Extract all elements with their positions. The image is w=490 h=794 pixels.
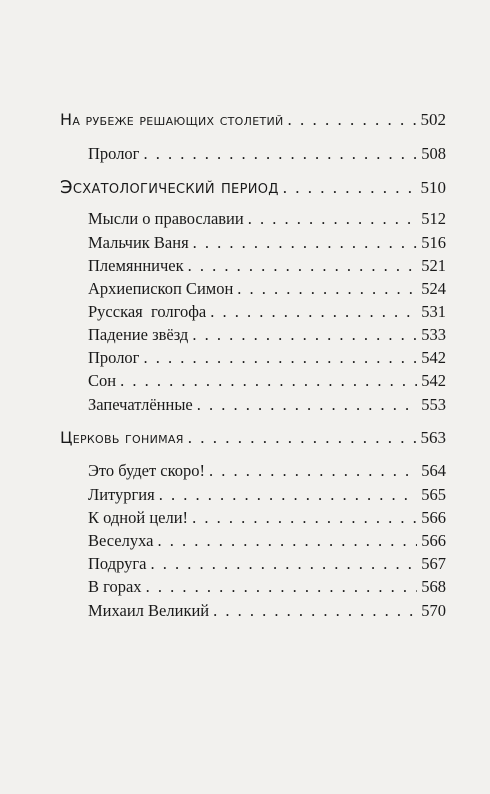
leader-dots xyxy=(143,348,417,368)
toc-entry-title: Литургия xyxy=(88,485,155,504)
leader-dots xyxy=(197,395,418,415)
toc-entry-title: Это будет скоро! xyxy=(88,461,206,480)
toc-entry[interactable] xyxy=(88,531,446,551)
toc-entry-page: 563 xyxy=(420,428,446,447)
toc-entry-title: Мальчик Ваня xyxy=(88,233,189,252)
toc-entry[interactable] xyxy=(88,577,446,597)
leader-dots xyxy=(188,256,418,276)
leader-dots xyxy=(143,144,417,164)
toc-entry[interactable] xyxy=(88,209,446,229)
toc-entry-title: Церковь гонимая xyxy=(60,428,184,447)
toc-entry[interactable] xyxy=(88,144,446,164)
toc-entry-page: 565 xyxy=(421,485,446,504)
toc-entry-page: 567 xyxy=(421,554,446,573)
toc-entry-page: 502 xyxy=(420,110,446,129)
toc-entry[interactable] xyxy=(88,233,446,253)
leader-dots xyxy=(248,209,418,229)
leader-dots xyxy=(288,110,417,130)
toc-entry-title: Подруга xyxy=(88,554,147,573)
toc-entry-page: 542 xyxy=(421,371,446,390)
toc-entry-title: Мысли о православии xyxy=(88,209,244,228)
toc-entry-title: В горах xyxy=(88,577,142,596)
toc-entry[interactable] xyxy=(88,461,446,481)
toc-entry[interactable] xyxy=(88,371,446,391)
toc-entry-title: Эсхатологический период xyxy=(60,177,279,198)
toc-entry[interactable] xyxy=(88,485,446,505)
leader-dots xyxy=(237,279,417,299)
leader-dots xyxy=(159,485,418,505)
toc-entry-page: 568 xyxy=(421,577,446,596)
toc-entry-title: Веселуха xyxy=(88,531,154,550)
leader-dots xyxy=(192,508,417,528)
toc-entry-title: Пролог xyxy=(88,348,140,367)
toc-entry-title: Падение звёзд xyxy=(88,325,189,344)
leader-dots xyxy=(150,554,417,574)
leader-dots xyxy=(283,178,417,198)
toc-entry-title: Пролог xyxy=(88,144,140,163)
toc-entry-title: Племянничек xyxy=(88,256,184,275)
toc-entry-title: К одной цели! xyxy=(88,508,189,527)
leader-dots xyxy=(188,428,417,448)
toc-section-entry[interactable] xyxy=(60,110,446,130)
toc-entry-title: Запечатлённые xyxy=(88,395,193,414)
toc-entry-title: Архиепископ Симон xyxy=(88,279,234,298)
toc-entry[interactable] xyxy=(88,302,446,322)
toc-entry-page: 566 xyxy=(421,508,446,527)
toc-entry-page: 521 xyxy=(421,256,446,275)
leader-dots xyxy=(210,302,417,322)
toc-entry-page: 564 xyxy=(421,461,446,480)
toc-entry[interactable] xyxy=(88,601,446,621)
toc-entry-title: Сон xyxy=(88,371,117,390)
leader-dots xyxy=(213,601,417,621)
toc-entry-page: 508 xyxy=(421,144,446,163)
leader-dots xyxy=(146,577,418,597)
leader-dots xyxy=(209,461,417,481)
toc-entry-page: 570 xyxy=(421,601,446,620)
toc-entry-title: Русская голгофа xyxy=(88,302,207,321)
toc-entry-page: 566 xyxy=(421,531,446,550)
toc-entry[interactable] xyxy=(88,554,446,574)
toc-entry[interactable] xyxy=(88,279,446,299)
toc-entry-title: На рубеже решающих столетий xyxy=(60,110,284,129)
toc-entry-page: 542 xyxy=(421,348,446,367)
toc-entry-page: 516 xyxy=(421,233,446,252)
toc-entry-page: 531 xyxy=(421,302,446,321)
toc-section-entry[interactable] xyxy=(60,428,446,448)
toc-entry-title: Михаил Великий xyxy=(88,601,210,620)
toc-entry[interactable] xyxy=(88,325,446,345)
toc-entry[interactable] xyxy=(88,395,446,415)
toc-entry-page: 524 xyxy=(421,279,446,298)
toc-entry-page: 510 xyxy=(420,178,446,197)
toc-section-entry[interactable] xyxy=(60,177,446,198)
leader-dots xyxy=(157,531,417,551)
toc-entry-page: 533 xyxy=(421,325,446,344)
toc-entry[interactable] xyxy=(88,256,446,276)
toc-entry-page: 512 xyxy=(421,209,446,228)
toc-entry[interactable] xyxy=(88,348,446,368)
leader-dots xyxy=(192,325,417,345)
toc-entry[interactable] xyxy=(88,508,446,528)
toc-entry-page: 553 xyxy=(421,395,446,414)
leader-dots xyxy=(120,371,417,391)
leader-dots xyxy=(193,233,418,253)
